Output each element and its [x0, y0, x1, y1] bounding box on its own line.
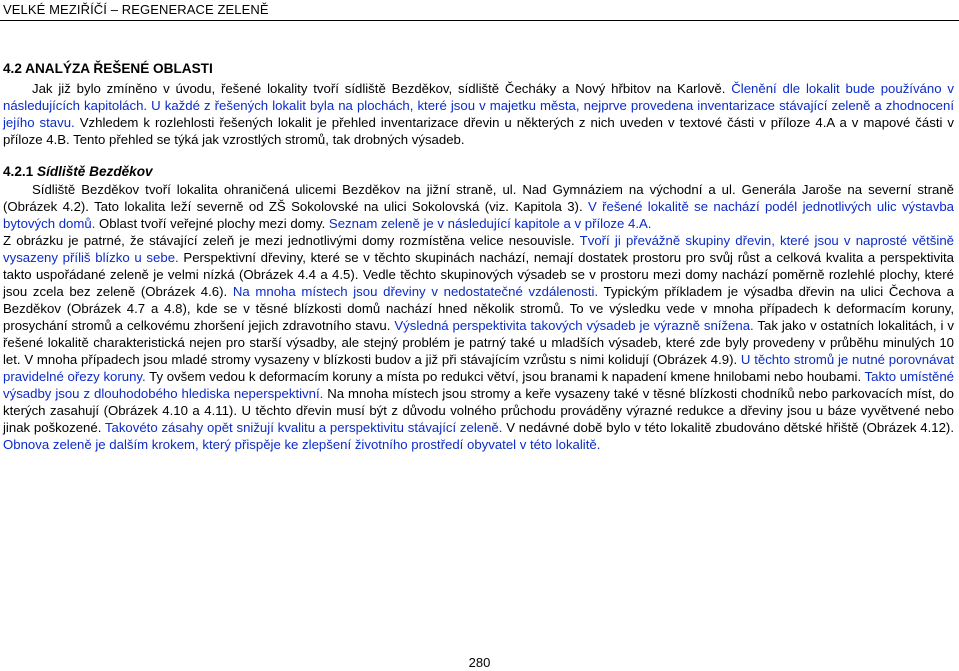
p2-sentence-9: Tak jako v ostatních lokalitách, i v řešené lokalitě charakteristická nejen pro starší výsadby, ale stejný problém je patrný také u mladších výsadeb, které zde byly provedeny v průběhu minulých 10 let. — [3, 318, 954, 367]
subsection-body — [3, 181, 954, 453]
p2-sentence-16: Takovéto zásahy opět snižují kvalitu a perspektivitu stávající zeleně. — [101, 420, 503, 435]
intro-sentence-4: Vzhledem k rozlehlosti řešených lokalit je přehled inventarizace dřevin u některých z nich uveden v textové části v příloze 4.A a v mapové části v příloze 4.B. Tento přehled se týká jak vzrostlých stromů, tak drobných výsadeb. — [3, 115, 955, 147]
intro-sentence-1: Jak již bylo zmíněno v úvodu, řešené lokality tvoří sídliště Bezděkov, sídliště Čecháky a Nový hřbitov na Karlově. — [32, 81, 726, 96]
p1-sentence-2: V řešené lokalitě se nachází podél jednotlivých ulic výstavba bytových domů. — [3, 199, 954, 231]
p2-sentence-2: Tvoří ji převážně skupiny dřevin, které jsou v naprosté většině vysazeny příliš blízko u sebe. — [3, 233, 954, 265]
p2-sentence-15: U těchto dřevin musí být z důvodu volného průchodu prováděny výrazné redukce a dřeviny jsou u báze vyvětvené nebo jinak poškozené. — [3, 403, 954, 435]
intro-sentence-3: U každé z řešených lokalit byla na plochách, které jsou v majetku města, nejprve provedena inventarizace stávající zeleně a zhodnocení jejího stavu. — [3, 98, 954, 130]
p2-sentence-11: U těchto stromů je nutné porovnávat pravidelné ořezy koruny. — [3, 352, 955, 384]
section-heading: 4.2 ANALÝZA ŘEŠENÉ OBLASTI — [3, 61, 213, 76]
paragraph-location — [3, 181, 954, 232]
subsection-heading — [3, 164, 153, 179]
p2-sentence-6: Typickým příkladem je výsadba dřevin na ulici Čechova a Bezděkov (Obrázek 4.7 a 4.8), kde se v těsné blízkosti domů nachází hned několik stromů. — [3, 284, 954, 316]
p2-sentence-8: Výsledná perspektivita takových výsadeb je výrazně snížena. — [390, 318, 754, 333]
intro-paragraph — [3, 80, 954, 148]
p2-sentence-1: Z obrázku je patrné, že stávající zeleň je mezi jednotlivými domy rozmístěna velice nesouvisle. — [3, 233, 575, 248]
p2-sentence-17: V nedávné době bylo v této lokalitě zbudováno dětské hřiště (Obrázek 4.12). — [502, 420, 954, 435]
paragraph-assessment — [3, 232, 954, 453]
p1-sentence-3: Oblast tvoří veřejné plochy mezi domy. — [95, 216, 326, 231]
p2-sentence-7: To ve výsledku vede v mnoha případech k deformacím koruny, prosychání stromů a celkovému zhoršení jejich zdravotního stavu. — [3, 301, 954, 333]
p2-sentence-10: V mnoha případech jsou mladé stromy vysazeny v blízkosti budov a již při stávajícím vzrůstu s nimi kolidují (Obrázek 4.9). — [20, 352, 738, 367]
running-header: VELKÉ MEZIŘÍČÍ – REGENERACE ZELENĚ — [3, 2, 269, 17]
page-number: 280 — [468, 655, 491, 670]
header-divider — [0, 20, 959, 21]
p2-sentence-12: Ty ovšem vedou k deformacím koruny a místa po redukci větví, jsou branami k napadení kmene hnilobami nebo houbami. — [145, 369, 862, 384]
p2-sentence-13: Takto umístěné výsadby jsou z dlouhodobého hlediska neperspektivní. — [3, 369, 954, 401]
p2-sentence-5: Na mnoha místech jsou dřeviny v nedostatečné vzdálenosti. — [227, 284, 599, 299]
p1-sentence-4: Seznam zeleně je v následující kapitole a v příloze 4.A. — [325, 216, 652, 231]
subsection-number: 4.2.1 — [3, 164, 38, 179]
subsection-title: Sídliště Bezděkov — [37, 164, 153, 179]
p2-sentence-18: Obnova zeleně je dalším krokem, který přispěje ke zlepšení životního prostředí obyvatel v této lokalitě. — [3, 437, 601, 452]
intro-sentence-2: Členění dle lokalit bude používáno v následujících kapitolách. — [3, 81, 954, 113]
p2-sentence-4: Vedle těchto skupinových výsadeb se v prostoru mezi domy nachází poměrně rozlehlé plochy, které jsou zcela bez zeleně (Obrázek 4.6). — [3, 267, 954, 299]
p2-sentence-3: Perspektivní dřeviny, které se v těchto skupinách nachází, nemají dostatek prostoru pro svůj růst a celková kvalita a perspektivita takto uspořádané zeleně je velmi nízká (Obrázek 4.4 a 4.5). — [3, 250, 955, 282]
p2-sentence-14: Na mnoha místech jsou stromy a keře vysazeny také v těsné blízkosti chodníků nebo parkovacích míst, do kterých zasahují (Obrázek 4.10 a 4.11). — [3, 386, 954, 418]
p1-sentence-1: Sídliště Bezděkov tvoří lokalita ohraničená ulicemi Bezděkov na jižní straně, ul. Nad Gymnáziem na východní a ul. Generála Jaroše na severní straně (Obrázek 4.2). Tato lokalita leží severně od ZŠ Sokolovské na ulici Sokolovská (viz. Kapitola 3). — [3, 182, 954, 214]
